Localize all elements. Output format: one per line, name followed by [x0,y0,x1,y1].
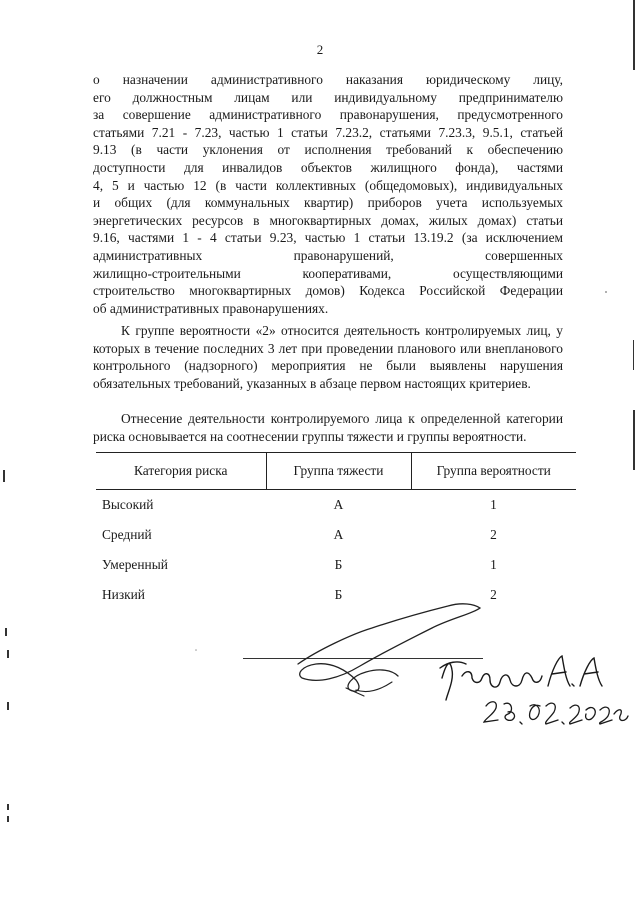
paragraph-line: административных правонарушений, совершенных [93,247,563,263]
header-severity-group: Группа тяжести [266,453,411,490]
paragraph-line: 9.13 (в части уклонения от исполнения требований к обеспечению [93,142,563,158]
header-probability-group: Группа вероятности [411,453,576,490]
cell-category: Средний [102,527,152,542]
scan-edge-mark [633,340,634,370]
scan-dot [605,291,607,293]
cell-probability: 2 [490,527,497,542]
paragraph-line: строительство многоквартирных домов) Кодекса Российской Федерации [93,283,563,299]
cell-category: Низкий [102,587,145,602]
signature-scribble-tail [346,682,392,696]
cell-category: Умеренный [102,557,168,572]
paragraph-line: жилищно-строительными кооперативами, осуществляющими [93,265,563,281]
cell-severity: А [333,527,344,542]
paragraph-line: 4, 5 и частью 12 (в части коллективных (общедомовых), индивидуальных [93,177,563,193]
scan-edge-mark [633,0,635,70]
header-risk-category: Категория риска [96,453,266,490]
cell-severity: Б [334,587,343,602]
paragraph-line: статьями 7.21 - 7.23, частью 1 статьи 7.23.2, статьями 7.23.3, 9.5.1, статьей [93,124,563,140]
paragraph-risk-category: Отнесение деятельности контролируемого лица к определенной категории риска основывается на соотнесении группы тяжести и группы вероятности. [93,411,563,444]
cell-probability: 1 [490,557,497,572]
scan-edge-mark [7,804,9,810]
paragraph-line: о назначении административного наказания юридическому лицу, [93,72,563,87]
paragraph-line: энергетических ресурсов в многоквартирных домах, жилых домах) статьи [93,212,563,228]
cell-probability: 1 [490,497,497,512]
paragraph-line: доступности для инвалидов объектов жилищного фонда), частями [93,159,563,175]
cell-severity: Б [334,557,343,572]
scan-dot [195,649,197,651]
signature-scribble [298,604,480,691]
cell-probability: 2 [490,587,497,602]
cell-severity: А [333,497,344,512]
handwritten-date [484,702,628,724]
handwritten-name [440,656,602,700]
scan-edge-mark [7,816,9,822]
scan-edge-mark [7,650,9,658]
scan-edge-mark [7,702,9,710]
paragraph-line: 9.16, частями 1 - 4 статьи 9.23, частью 1 статьи 13.19.2 (за исключением [93,230,563,246]
paragraph-line: и общих (для коммунальных квартир) приборов учета используемых [93,195,563,211]
scan-edge-mark [633,410,635,470]
paragraph-probability-group: К группе вероятности «2» относится деятельность контролируемых лиц, у которых в течение последних 3 лет при проведении планового или внепланового контрольного (надзорного) мероприятия не были выявлены нарушения обязательных требований, указанных в абзаце первом настоящих критериев. [93,323,563,391]
page-number: 2 [316,42,324,57]
scan-edge-mark [5,628,7,636]
paragraph-line: об административных правонарушениях. [93,300,329,316]
cell-category: Высокий [102,497,154,512]
paragraph-line: за совершение административного правонарушения, предусмотренного [93,107,563,123]
scan-edge-mark [3,470,5,482]
paragraph-line: его должностным лицам или индивидуальному предпринимателю [93,89,563,105]
